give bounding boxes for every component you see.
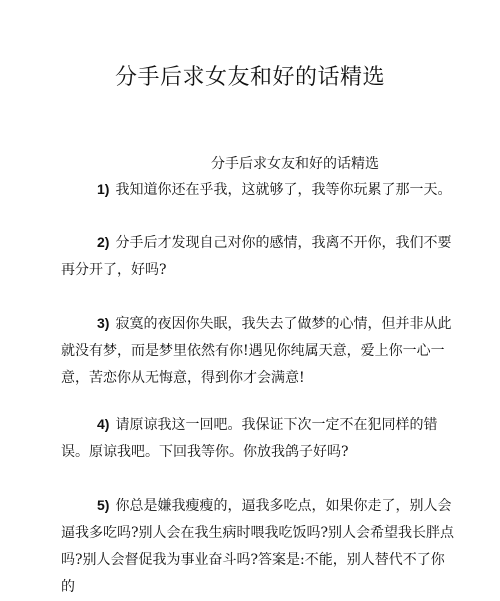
paragraph-text: 寂寞的夜因你失眠，我失去了做梦的心情，但并非从此就没有梦，而是梦里依然有你!遇见你纯属天意，爱上你一心一意，苦恋你从无悔意，得到你才会满意! [61,316,452,386]
paragraph-2 [61,229,456,284]
paragraph-number: 4) [97,416,110,432]
document-subtitle: 分手后求女友和好的话精选 [211,156,379,172]
document-title: 分手后求女友和好的话精选 [114,65,385,90]
paragraph-4 [61,411,456,466]
paragraph-number: 5) [97,497,110,513]
paragraph-text: 我知道你还在乎我，这就够了，我等你玩累了那一天。 [115,182,452,198]
paragraph-1 [61,176,456,204]
paragraph-3 [61,310,456,392]
paragraph-text: 请原谅我这一回吧。我保证下次一定不在犯同样的错误。原谅我吧。下回我等你。你放我鸽子好吗? [61,417,438,460]
paragraph-number: 2) [97,234,110,250]
paragraph-text: 你总是嫌我瘦瘦的，逼我多吃点，如果你走了，别人会逼我多吃吗?别人会在我生病时喂我吃饭吗?别人会希望我长胖点吗?别人会督促我为事业奋斗吗?答案是:不能，别人替代不了你的 [61,498,455,595]
paragraph-5 [61,492,456,601]
paragraph-number: 3) [97,315,110,331]
paragraph-number: 1) [97,181,110,197]
paragraph-text: 分手后才发现自己对你的感情，我离不开你，我们不要再分开了，好吗? [61,235,452,278]
